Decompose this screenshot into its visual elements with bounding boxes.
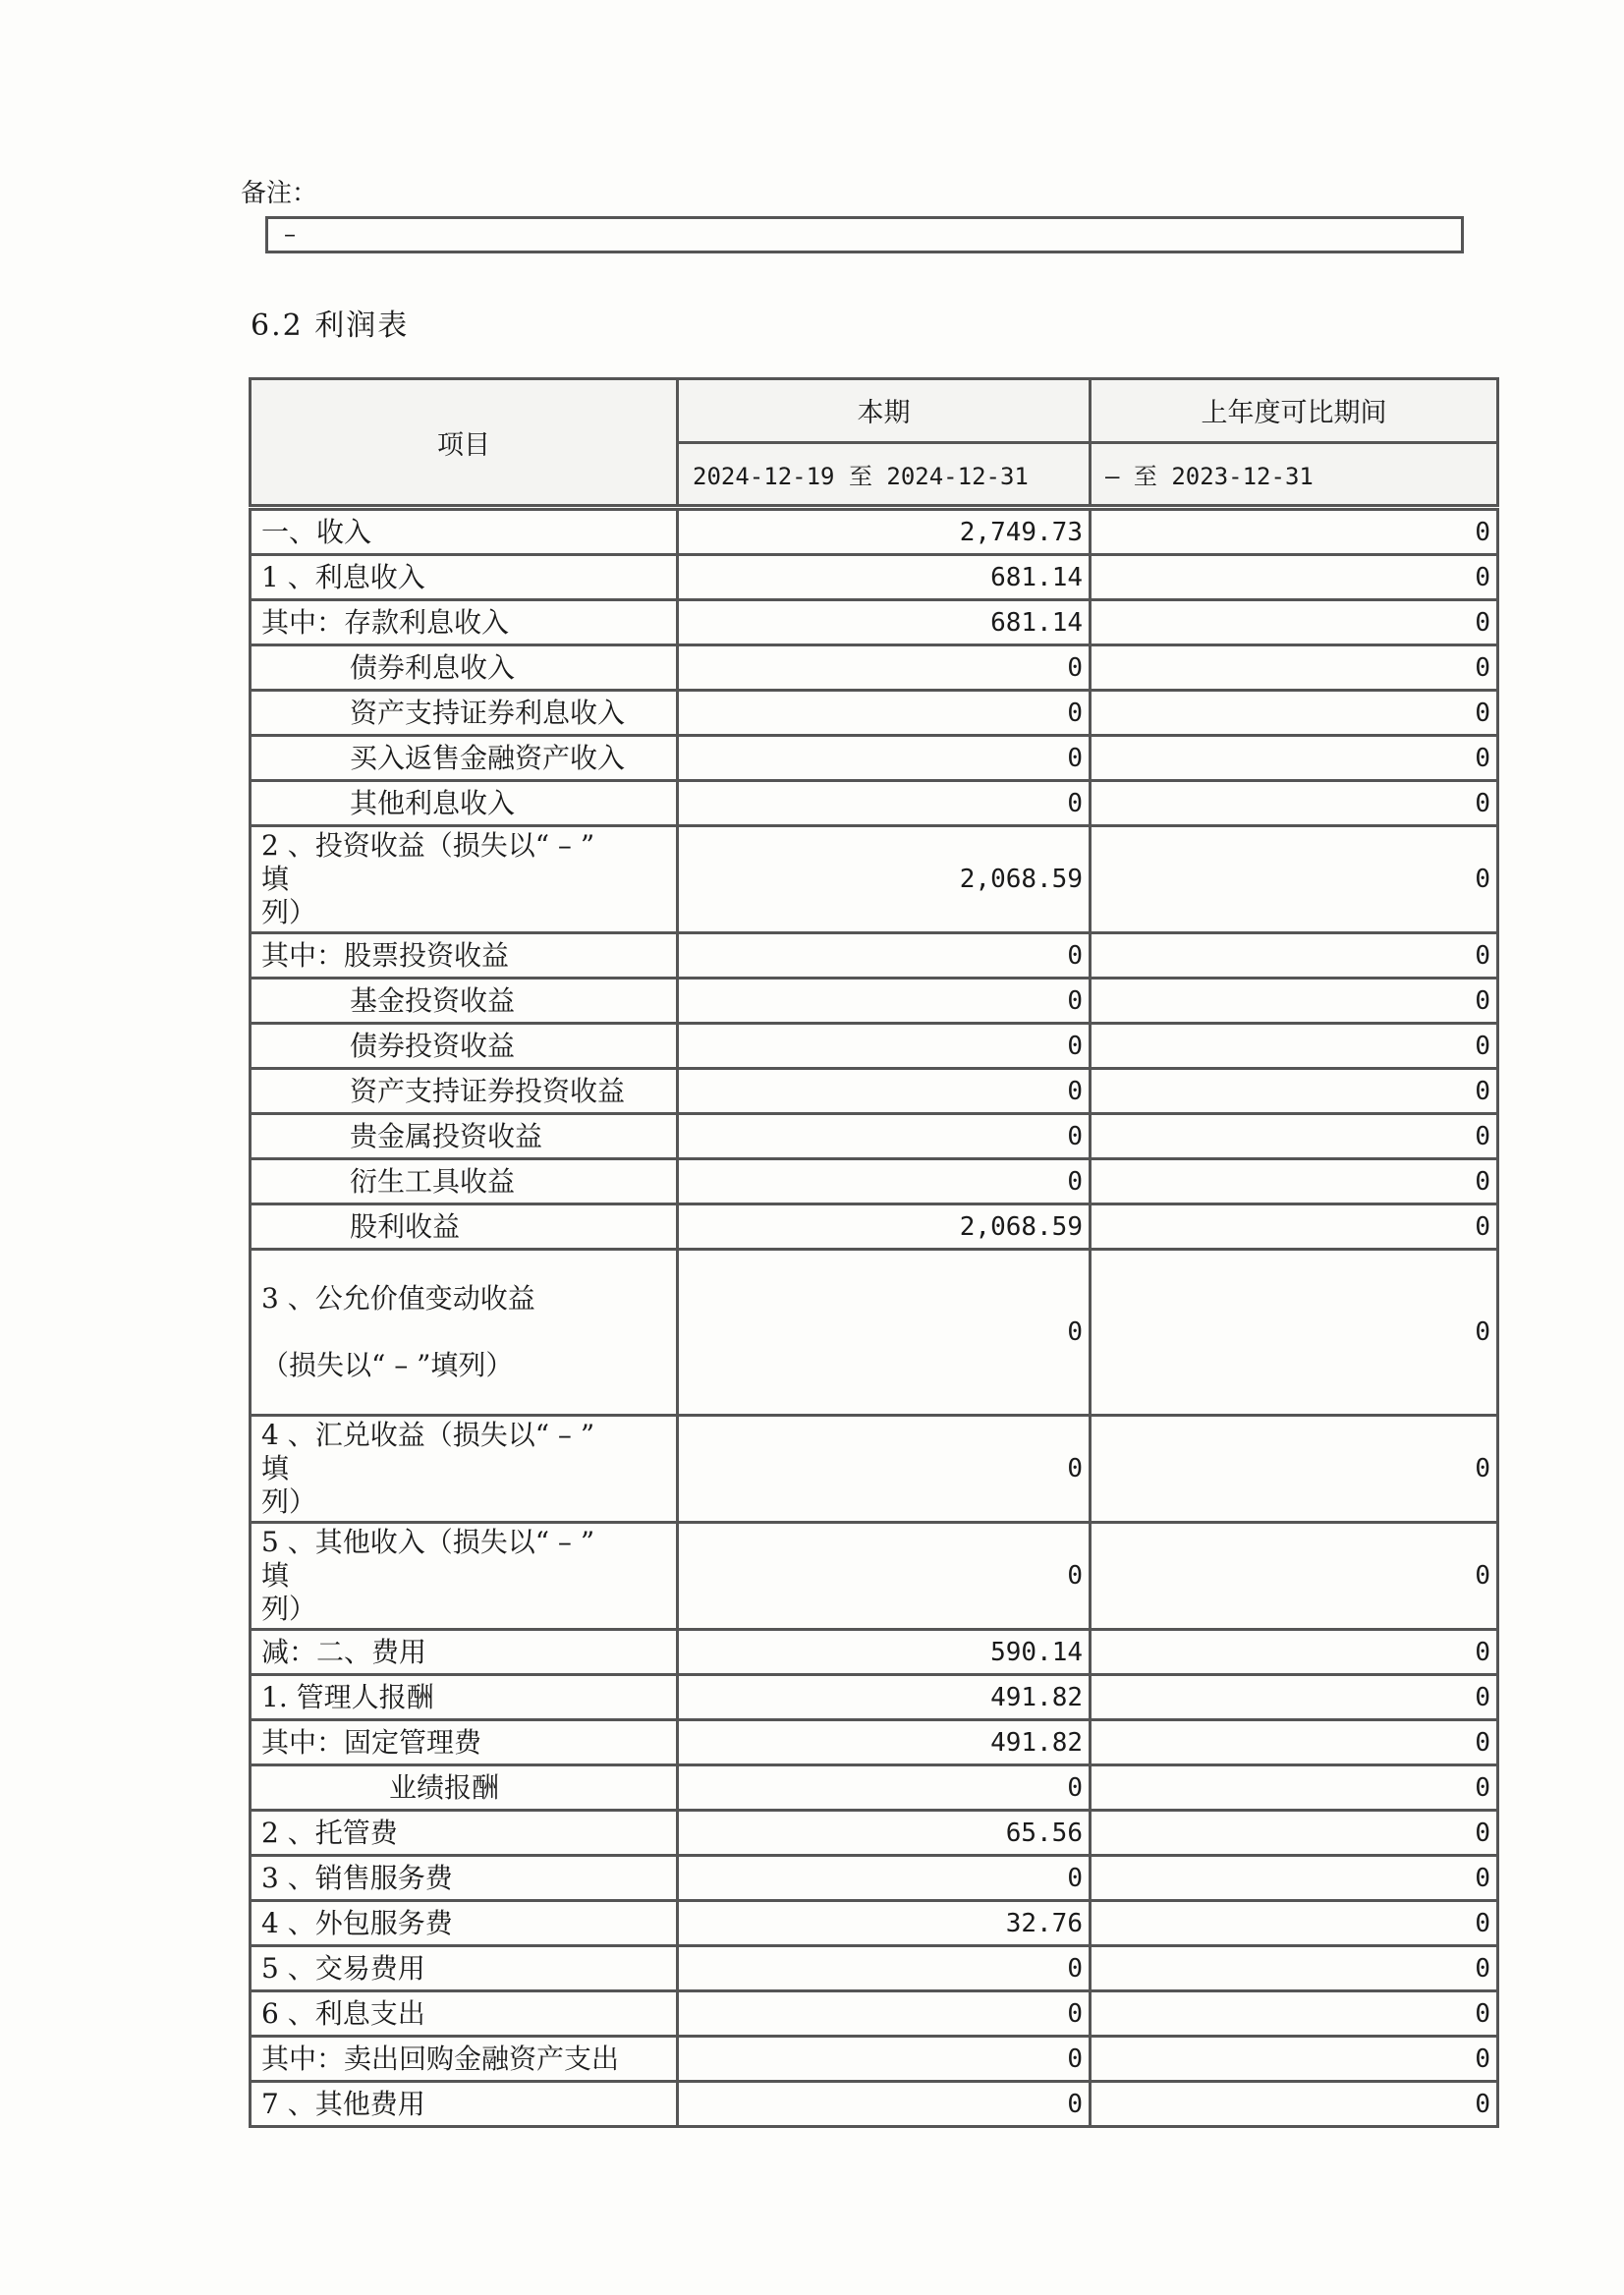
header-prior-period: 上年度可比期间	[1091, 379, 1498, 443]
row-label: 3 、公允价值变动收益 （损失以“ – ”填列）	[251, 1250, 678, 1416]
row-current-value: 0	[678, 1946, 1091, 1991]
row-current-value: 0	[678, 1856, 1091, 1901]
row-label: 1. 管理人报酬	[251, 1675, 678, 1720]
row-label: 基金投资收益	[251, 979, 678, 1024]
table-row	[251, 645, 1498, 691]
row-prior-value: 0	[1091, 1523, 1498, 1630]
row-label: 贵金属投资收益	[251, 1114, 678, 1159]
table-row	[251, 510, 1498, 555]
row-current-value: 0	[678, 1416, 1091, 1523]
row-prior-value: 0	[1091, 600, 1498, 645]
table-row	[251, 555, 1498, 600]
row-current-value: 0	[678, 2037, 1091, 2082]
table-row	[251, 1901, 1498, 1946]
row-current-value: 0	[678, 1024, 1091, 1069]
row-label: 2 、托管费	[251, 1811, 678, 1856]
row-label: 股利收益	[251, 1204, 678, 1250]
row-label: 债券投资收益	[251, 1024, 678, 1069]
table-row	[251, 600, 1498, 645]
table-row	[251, 1946, 1498, 1991]
row-prior-value: 0	[1091, 1811, 1498, 1856]
row-label: 一、收入	[251, 510, 678, 555]
row-label: 6 、利息支出	[251, 1991, 678, 2037]
row-label: 资产支持证券利息收入	[251, 691, 678, 736]
section-title: 6.2 利润表	[251, 308, 410, 343]
table-row	[251, 781, 1498, 826]
row-current-value: 0	[678, 1069, 1091, 1114]
row-prior-value: 0	[1091, 1765, 1498, 1811]
table-row	[251, 691, 1498, 736]
row-prior-value: 0	[1091, 1856, 1498, 1901]
table-row	[251, 2037, 1498, 2082]
table-row	[251, 1250, 1498, 1416]
income-statement-body	[249, 508, 1499, 2128]
table-row	[251, 979, 1498, 1024]
row-current-value: 32.76	[678, 1901, 1091, 1946]
row-prior-value: 0	[1091, 1675, 1498, 1720]
row-label: 债券利息收入	[251, 645, 678, 691]
row-label: 减：二、费用	[251, 1630, 678, 1675]
header-item: 项目	[251, 379, 678, 506]
table-row	[251, 1523, 1498, 1630]
row-prior-value: 0	[1091, 1114, 1498, 1159]
row-prior-value: 0	[1091, 691, 1498, 736]
table-row	[251, 826, 1498, 933]
row-prior-value: 0	[1091, 1720, 1498, 1765]
row-prior-value: 0	[1091, 979, 1498, 1024]
row-prior-value: 0	[1091, 1250, 1498, 1416]
row-current-value: 0	[678, 1250, 1091, 1416]
row-current-value: 0	[678, 781, 1091, 826]
row-current-value: 0	[678, 2082, 1091, 2127]
row-current-value: 0	[678, 1523, 1091, 1630]
row-current-value: 681.14	[678, 600, 1091, 645]
row-current-value: 0	[678, 1114, 1091, 1159]
row-label: 其中：固定管理费	[251, 1720, 678, 1765]
table-row	[251, 1204, 1498, 1250]
row-prior-value: 0	[1091, 1901, 1498, 1946]
table-row	[251, 1069, 1498, 1114]
row-label: 2 、投资收益（损失以“ – ” 填 列）	[251, 826, 678, 933]
row-label: 其他利息收入	[251, 781, 678, 826]
row-current-value: 2,068.59	[678, 826, 1091, 933]
row-prior-value: 0	[1091, 1024, 1498, 1069]
row-label: 5 、交易费用	[251, 1946, 678, 1991]
table-row	[251, 1630, 1498, 1675]
row-current-value: 0	[678, 1991, 1091, 2037]
row-prior-value: 0	[1091, 736, 1498, 781]
table-row	[251, 1856, 1498, 1901]
row-current-value: 491.82	[678, 1675, 1091, 1720]
row-label: 3 、销售服务费	[251, 1856, 678, 1901]
row-label: 4 、外包服务费	[251, 1901, 678, 1946]
row-label: 1 、利息收入	[251, 555, 678, 600]
row-current-value: 491.82	[678, 1720, 1091, 1765]
row-label: 7 、其他费用	[251, 2082, 678, 2127]
row-prior-value: 0	[1091, 933, 1498, 979]
row-prior-value: 0	[1091, 510, 1498, 555]
row-prior-value: 0	[1091, 781, 1498, 826]
table-row	[251, 1024, 1498, 1069]
row-current-value: 2,068.59	[678, 1204, 1091, 1250]
row-current-value: 0	[678, 979, 1091, 1024]
table-row	[251, 933, 1498, 979]
row-current-value: 590.14	[678, 1630, 1091, 1675]
row-prior-value: 0	[1091, 555, 1498, 600]
row-label: 其中：存款利息收入	[251, 600, 678, 645]
table-row	[251, 1991, 1498, 2037]
row-current-value: 0	[678, 1765, 1091, 1811]
remark-label: 备注：	[241, 179, 318, 208]
row-label: 其中：卖出回购金融资产支出	[251, 2037, 678, 2082]
row-prior-value: 0	[1091, 2037, 1498, 2082]
row-label: 衍生工具收益	[251, 1159, 678, 1204]
row-prior-value: 0	[1091, 1416, 1498, 1523]
row-label: 业绩报酬	[251, 1765, 678, 1811]
row-label: 4 、汇兑收益（损失以“ – ” 填 列）	[251, 1416, 678, 1523]
row-current-value: 65.56	[678, 1811, 1091, 1856]
table-row	[251, 1159, 1498, 1204]
row-prior-value: 0	[1091, 645, 1498, 691]
row-current-value: 0	[678, 736, 1091, 781]
row-label: 其中：股票投资收益	[251, 933, 678, 979]
row-prior-value: 0	[1091, 826, 1498, 933]
table-row	[251, 1416, 1498, 1523]
table-row	[251, 1114, 1498, 1159]
table-row	[251, 1720, 1498, 1765]
row-label: 5 、其他收入（损失以“ – ” 填 列）	[251, 1523, 678, 1630]
table-row	[251, 1675, 1498, 1720]
row-prior-value: 0	[1091, 1991, 1498, 2037]
row-prior-value: 0	[1091, 1069, 1498, 1114]
row-prior-value: 0	[1091, 1159, 1498, 1204]
table-row	[251, 2082, 1498, 2127]
table-row	[251, 1765, 1498, 1811]
table-row	[251, 1811, 1498, 1856]
row-current-value: 0	[678, 1159, 1091, 1204]
row-label: 资产支持证券投资收益	[251, 1069, 678, 1114]
header-current-period: 本期	[678, 379, 1091, 443]
remark-box: –	[265, 216, 1464, 253]
row-prior-value: 0	[1091, 1630, 1498, 1675]
row-current-value: 0	[678, 645, 1091, 691]
table-row	[251, 736, 1498, 781]
row-current-value: 0	[678, 933, 1091, 979]
row-current-value: 681.14	[678, 555, 1091, 600]
header-current-range: 2024-12-19 至 2024-12-31	[678, 442, 1091, 506]
income-statement-header	[249, 377, 1499, 507]
row-current-value: 2,749.73	[678, 510, 1091, 555]
row-label: 买入返售金融资产收入	[251, 736, 678, 781]
row-prior-value: 0	[1091, 1946, 1498, 1991]
row-current-value: 0	[678, 691, 1091, 736]
row-prior-value: 0	[1091, 2082, 1498, 2127]
row-prior-value: 0	[1091, 1204, 1498, 1250]
header-prior-range: – 至 2023-12-31	[1091, 442, 1498, 506]
